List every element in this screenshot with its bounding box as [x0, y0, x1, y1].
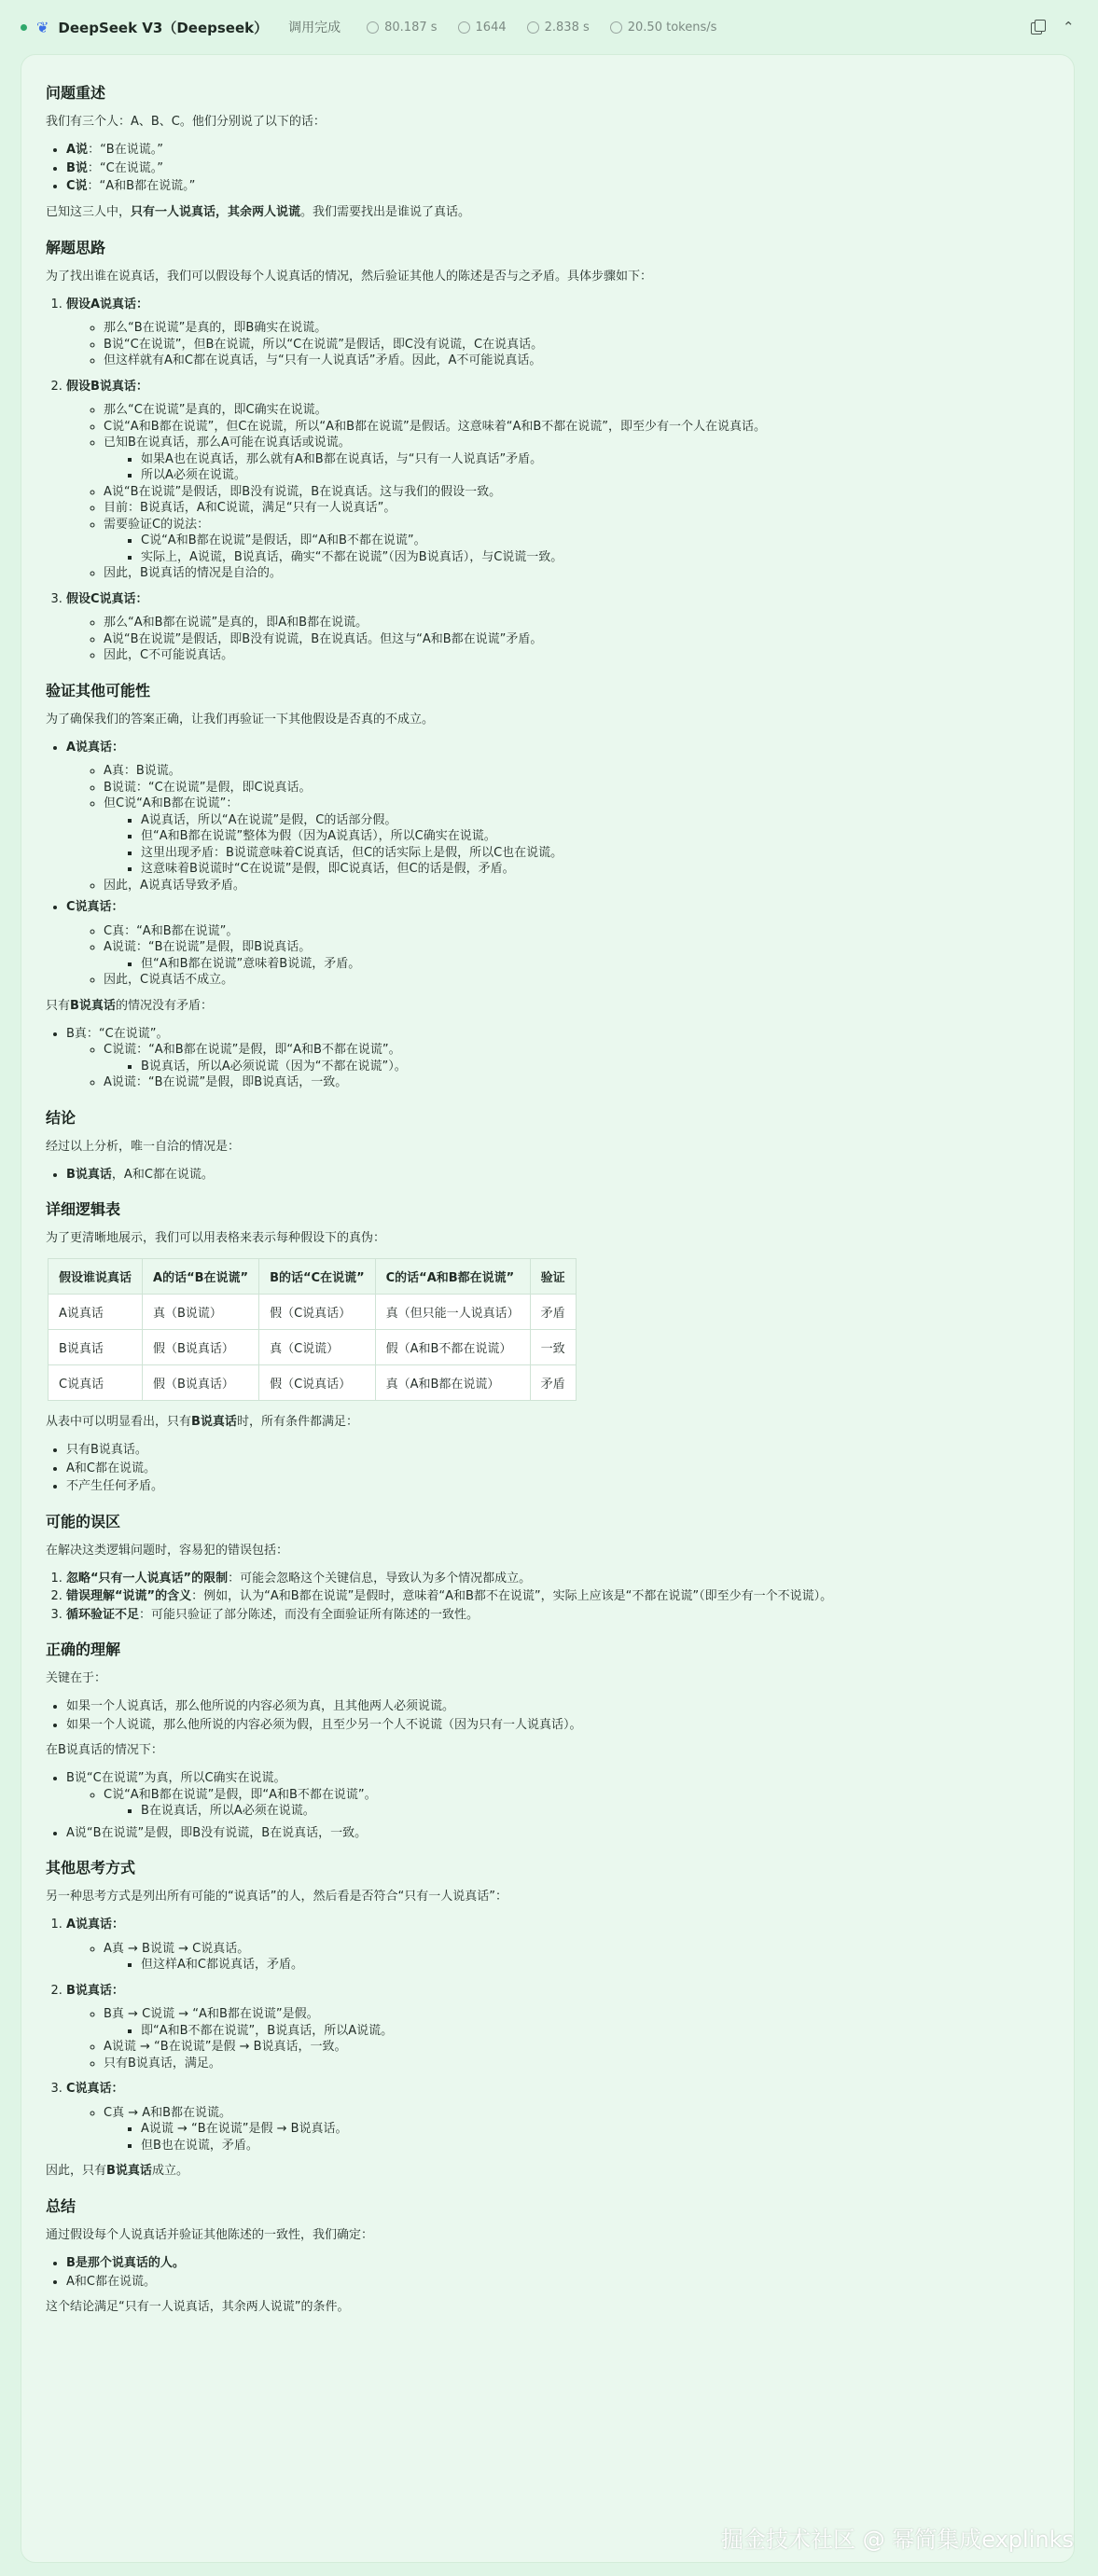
list-item	[66, 591, 1049, 664]
speaker: B说	[66, 160, 88, 175]
list-item	[66, 178, 1049, 195]
list-item: ▪ 但“A和B都在说谎”意味着B说谎，矛盾。	[141, 956, 1049, 973]
sub-list	[66, 1042, 1049, 1091]
list-item: • 不产生任何矛盾。	[66, 1478, 1049, 1495]
response-card	[21, 54, 1075, 2563]
sub-list	[66, 320, 1049, 369]
section-title: 总结	[46, 2197, 76, 2215]
text: 的情况没有矛盾：	[115, 998, 213, 1013]
text: 已知B在说真话，那么A可能在说真话或说谎。	[104, 436, 351, 450]
paragraph	[46, 1414, 1049, 1431]
list-item: ▪ 如果A也在说真话，那么就有A和B都在说真话，与“只有一人说真话”矛盾。	[141, 451, 1049, 468]
paragraph: 经过以上分析，唯一自洽的情况是：	[46, 1139, 241, 1154]
list-item	[66, 899, 1049, 989]
bold-text: 错误理解“说谎”的含义	[66, 1589, 192, 1603]
list-item: • 如果一个人说谎，那么他所说的内容必须为假，且至少另一个人不说谎（因为只有一人说真话）。	[66, 1717, 1049, 1734]
sub-list	[104, 1803, 1049, 1820]
text: ：例如，认为“A和B都在说谎”是假时，意味着“A和B都不在说谎”，实际上应该是“不都在说谎”（即至少有一个不说谎）。	[191, 1589, 833, 1603]
verify-list	[46, 740, 1049, 989]
text: C说“A和B都在说谎”是假，即“A和B不都在说谎”。	[104, 1787, 377, 1802]
deepseek-logo-icon: ❦	[36, 18, 49, 36]
sub-list	[66, 923, 1049, 989]
sub-list	[66, 1787, 1049, 1820]
token-icon	[458, 21, 470, 34]
table-row	[49, 1365, 577, 1401]
list-item: ▪ 但“A和B都在说谎”整体为假（因为A说真话），所以C确实在说谎。	[141, 828, 1049, 845]
text: 已知这三人中，	[46, 204, 132, 219]
list-item: • A说“B在说谎”是假，即B没有说谎，B在说真话，一致。	[66, 1825, 1049, 1842]
sub-list	[104, 533, 1049, 565]
hypothesis-label: 1. 假设A说真话：	[66, 297, 149, 312]
text: 需要验证C的说法：	[104, 517, 210, 532]
sub-list	[66, 763, 1049, 893]
watermark: 掘金技术社区 @ 幂简集成explinks	[721, 2527, 1074, 2553]
summary-list	[46, 2255, 1049, 2290]
section-title: 验证其他可能性	[46, 681, 151, 699]
list-item	[66, 1770, 1049, 1820]
section-summary	[46, 2195, 1049, 2316]
statement: ：“C在说谎。”	[87, 160, 163, 175]
section-alternative	[46, 1856, 1049, 2180]
section-title: 正确的理解	[46, 1641, 121, 1658]
list-item	[104, 939, 1049, 972]
case-list	[46, 1770, 1049, 1841]
bold-text: B说真话	[191, 1415, 237, 1429]
text: ：可能会忽略这个关键信息，导致认为多个情况都成立。	[228, 1571, 532, 1586]
list-item: ◦ 因此，C说真话不成立。	[104, 972, 1049, 989]
model-name: DeepSeek V3（Deepseek）	[58, 19, 269, 36]
paragraph	[46, 998, 1049, 1015]
section-title: 详细逻辑表	[46, 1200, 121, 1218]
list-item: • A和C都在说谎。	[66, 2274, 1049, 2291]
list-item: ◦ 那么“A和B都在说谎”是真的，即A和B都在说谎。	[104, 615, 1049, 631]
table-cell: A说真话	[49, 1295, 143, 1330]
first-token-metric	[527, 21, 590, 35]
sub-list	[66, 1941, 1049, 1974]
text: A说谎：“B在说谎”是假，即B说真话。	[104, 940, 312, 954]
statement: ：“B在说谎。”	[88, 143, 163, 157]
sub-list	[104, 451, 1049, 484]
list-item: ▪ 实际上，A说谎，B说真话，确实“不都在说谎”（因为B说真话），与C说谎一致。	[141, 549, 1049, 566]
text: B真 → C说谎 → “A和B都在说谎”是假。	[104, 2007, 319, 2021]
call-status: 调用完成	[288, 21, 341, 35]
section-logic-table	[46, 1198, 1049, 1495]
section-title: 结论	[46, 1108, 76, 1127]
table-cell: 假（B说真话）	[143, 1330, 259, 1365]
time-value: 80.187 s	[384, 20, 438, 35]
clock-icon	[367, 21, 379, 34]
sub-list	[104, 2023, 1049, 2040]
list-item: ◦ A说“B在说谎”是假话，即B没有说谎，B在说真话。但这与“A和B都在说谎”矛盾。	[104, 631, 1049, 648]
list-item: ▪ A说真话，所以“A在说谎”是假，C的话部分假。	[141, 812, 1049, 829]
table-cell: 真（B说谎）	[143, 1295, 259, 1330]
copy-icon[interactable]	[1031, 20, 1046, 35]
list-item	[66, 1571, 1049, 1587]
table-cell: 矛盾	[530, 1295, 576, 1330]
text: 从表中可以明显看出，只有	[46, 1415, 192, 1429]
list-item: ◦ 因此，C不可能说真话。	[104, 647, 1049, 664]
list-item	[66, 1026, 1049, 1091]
sub-list	[104, 812, 1049, 878]
list-item: ◦ A真：B说谎。	[104, 763, 1049, 780]
text: 时，所有条件都满足：	[236, 1415, 358, 1429]
case-label: A说真话：	[66, 740, 125, 755]
section-pitfalls	[46, 1510, 1049, 1624]
list-item	[66, 297, 1049, 369]
text: C说谎：“A和B都在说谎”是假，即“A和B不都在说谎”。	[104, 1043, 401, 1057]
case-label: 1. A说真话：	[66, 1918, 125, 1932]
table-cell: 矛盾	[530, 1365, 576, 1401]
bold-text: 忽略“只有一人说真话”的限制	[66, 1571, 229, 1586]
hypothesis-list	[46, 297, 1049, 664]
list-item: ◦ A说“B在说谎”是假话，即B没有说谎，B在说真话。这与我们的假设一致。	[104, 484, 1049, 501]
paragraph: 这个结论满足“只有一人说真话，其余两人说谎”的条件。	[46, 2300, 350, 2314]
list-item: ▪ 但这样A和C都说真话，矛盾。	[141, 1957, 1049, 1974]
collapse-icon[interactable]: ⌃	[1063, 19, 1075, 35]
list-item	[66, 1588, 1049, 1605]
section-title: 可能的误区	[46, 1512, 121, 1530]
bold-text: 只有一人说真话，其余两人说谎	[131, 204, 301, 219]
table-cell: 真（A和B都在说谎）	[375, 1365, 530, 1401]
column-header: 验证	[530, 1259, 576, 1295]
list-item: ▪ B说真话，所以A必须说谎（因为“不都在说谎”）。	[141, 1059, 1049, 1075]
list-item: ▪ 即“A和B不都在说谎”，B说真话，所以A说谎。	[141, 2023, 1049, 2040]
paragraph: 为了找出谁在说真话，我们可以假设每个人说真话的情况，然后验证其他人的陈述是否与之矛盾。具体步骤如下：	[46, 269, 653, 284]
list-item: ◦ A说谎：“B在说谎”是假，即B说真话，一致。	[104, 1074, 1049, 1091]
hypothesis-label: 3. 假设C说真话：	[66, 591, 148, 606]
list-item	[66, 1917, 1049, 1974]
logic-table	[48, 1258, 577, 1401]
table-cell: 真（C说谎）	[259, 1330, 376, 1365]
section-verify	[46, 679, 1049, 1091]
column-header: B的话“C在说谎”	[259, 1259, 376, 1295]
paragraph: 我们有三个人：A、B、C。他们分别说了以下的话：	[46, 115, 326, 129]
paragraph	[46, 204, 1049, 221]
list-item: • A和C都在说谎。	[66, 1461, 1049, 1477]
text: B说“C在说谎”为真，所以C确实在说谎。	[66, 1771, 286, 1785]
case-label: 3. C说真话：	[66, 2082, 124, 2096]
hourglass-icon	[527, 21, 539, 34]
first-token-value: 2.838 s	[544, 20, 590, 35]
list-item	[66, 160, 1049, 177]
list-item: ◦ 因此，B说真话的情况是自洽的。	[104, 565, 1049, 582]
list-item	[104, 1941, 1049, 1974]
list-item: ◦ A说谎 → “B在说谎”是假 → B说真话，一致。	[104, 2039, 1049, 2056]
case-label: 2. B说真话：	[66, 1983, 124, 1998]
statement: ：“A和B都在说谎。”	[87, 179, 196, 193]
sub-list	[104, 1059, 1049, 1075]
paragraph: 另一种思考方式是列出所有可能的“说真话”的人，然后看是否符合“只有一人说真话”：	[46, 1890, 507, 1904]
list-item: ▪ 这里出现矛盾：B说谎意味着C说真话，但C的话实际上是假，所以C也在说谎。	[141, 845, 1049, 862]
conclusion-list	[46, 1167, 1049, 1184]
column-header: C的话“A和B都在说谎”	[375, 1259, 530, 1295]
section-understanding	[46, 1638, 1049, 1841]
table-row	[49, 1330, 577, 1365]
message-header	[0, 0, 1098, 54]
table-header-row	[49, 1259, 577, 1295]
token-metric	[458, 21, 507, 35]
table-row	[49, 1295, 577, 1330]
text: 因此，只有	[46, 2164, 107, 2178]
list-item: ▪ 这意味着B说谎时“C在说谎”是假，即C说真话，但C的话是假，矛盾。	[141, 861, 1049, 878]
sub-list	[66, 2105, 1049, 2154]
pitfall-list	[46, 1571, 1049, 1624]
list-item	[66, 379, 1049, 582]
section-conclusion	[46, 1106, 1049, 1184]
bold-text: B是那个说真话的人。	[66, 2256, 185, 2270]
list-item	[104, 435, 1049, 484]
list-item: ▪ A说谎 → “B在说谎”是假 → B说真话。	[141, 2121, 1049, 2138]
alternative-list	[46, 1917, 1049, 2154]
list-item: ▪ 但B也在说谎，矛盾。	[141, 2138, 1049, 2154]
text: A真 → B说谎 → C说真话。	[104, 1941, 250, 1956]
consistent-list	[46, 1026, 1049, 1091]
section-title: 其他思考方式	[46, 1859, 136, 1877]
table-cell: 真（但只能一人说真话）	[375, 1295, 530, 1330]
bold-text: B说真话	[66, 1167, 112, 1182]
paragraph: 通过假设每个人说真话并验证其他陈述的一致性，我们确定：	[46, 2228, 374, 2242]
speed-icon	[610, 21, 622, 34]
list-item	[104, 1042, 1049, 1074]
text: 。我们需要找出是谁说了真话。	[300, 204, 471, 219]
list-item: ◦ 那么“B在说谎”是真的，即B确实在说谎。	[104, 320, 1049, 337]
list-item	[66, 2255, 1049, 2272]
list-item: ◦ 但这样就有A和C都在说真话，与“只有一人说真话”矛盾。因此，A不可能说真话。	[104, 353, 1049, 369]
speed-metric	[610, 21, 717, 35]
text: 但C说“A和B都在说谎”：	[104, 796, 239, 810]
list-item	[66, 1167, 1049, 1184]
sub-list	[66, 2006, 1049, 2071]
speaker: A说	[66, 143, 89, 157]
list-item: • 如果一个人说真话，那么他所说的内容必须为真，且其他两人必须说谎。	[66, 1698, 1049, 1715]
text: 成立。	[151, 2164, 188, 2178]
list-item	[104, 2105, 1049, 2154]
section-title: 解题思路	[46, 238, 106, 256]
list-item: ◦ C说“A和B都在说谎”，但C在说谎，所以“A和B都在说谎”是假话。这意味着“A和B不都在说谎”，即至少有一个人在说真话。	[104, 419, 1049, 436]
table-cell: B说真话	[49, 1330, 143, 1365]
list-item: ◦ 目前：B说真话，A和C说谎，满足“只有一人说真话”。	[104, 500, 1049, 517]
paragraph: 为了更清晰地展示，我们可以用表格来表示每种假设下的真伪：	[46, 1231, 386, 1245]
table-cell: 一致	[530, 1330, 576, 1365]
table-cell: 假（C说真话）	[259, 1295, 376, 1330]
sub-list	[104, 1957, 1049, 1974]
column-header: 假设谁说真话	[49, 1259, 143, 1295]
bold-text: 循环验证不足	[66, 1607, 140, 1622]
bold-text: B说真话	[70, 998, 116, 1013]
hypothesis-label: 2. 假设B说真话：	[66, 379, 148, 394]
list-item: ◦ 因此，A说真话导致矛盾。	[104, 878, 1049, 894]
paragraph: 关键在于：	[46, 1671, 107, 1685]
statements-list	[46, 142, 1049, 195]
text: 只有	[46, 998, 71, 1013]
table-cell: C说真话	[49, 1365, 143, 1401]
list-item	[66, 740, 1049, 894]
table-cell: 假（A和B不都在说谎）	[375, 1330, 530, 1365]
bold-text: B说真话	[106, 2164, 152, 2178]
sub-list	[104, 2121, 1049, 2154]
sub-list	[104, 956, 1049, 973]
text: C真 → A和B都在说谎。	[104, 2105, 232, 2120]
table-cell: 假（C说真话）	[259, 1365, 376, 1401]
list-item	[66, 1607, 1049, 1624]
section-problem	[46, 81, 1049, 221]
text: ，A和C都在说谎。	[111, 1167, 214, 1182]
text: ：可能只验证了部分陈述，而没有全面验证所有陈述的一致性。	[139, 1607, 480, 1622]
list-item	[104, 796, 1049, 878]
list-item: ▪ C说“A和B都在说谎”是假话，即“A和B不都在说谎”。	[141, 533, 1049, 549]
list-item: ◦ 那么“C在说谎”是真的，即C确实在说谎。	[104, 402, 1049, 419]
token-value: 1644	[475, 20, 507, 35]
list-item	[104, 1787, 1049, 1820]
speaker: C说	[66, 179, 88, 193]
list-item	[104, 2006, 1049, 2039]
section-title: 问题重述	[46, 84, 106, 102]
paragraph: 为了确保我们的答案正确，让我们再验证一下其他假设是否真的不成立。	[46, 712, 435, 727]
text: B真：“C在说谎”。	[66, 1026, 169, 1041]
table-cell: 假（B说真话）	[143, 1365, 259, 1401]
list-item: ◦ 只有B说真话，满足。	[104, 2056, 1049, 2072]
list-item: ▪ 所以A必须在说谎。	[141, 467, 1049, 484]
time-metric	[367, 21, 437, 35]
list-item	[104, 517, 1049, 566]
list-item: ▪ B在说真话，所以A必须在说谎。	[141, 1803, 1049, 1820]
sub-list	[66, 402, 1049, 582]
paragraph: 在解决这类逻辑问题时，容易犯的错误包括：	[46, 1543, 289, 1558]
list-item: ◦ C真：“A和B都在说谎”。	[104, 923, 1049, 940]
paragraph	[46, 2163, 1049, 2180]
speed-value: 20.50 tokens/s	[627, 20, 717, 35]
summary-list	[46, 1442, 1049, 1495]
status-dot	[21, 24, 27, 31]
case-label: C说真话：	[66, 900, 124, 914]
sub-list	[66, 615, 1049, 664]
key-list	[46, 1698, 1049, 1733]
paragraph: 在B说真话的情况下：	[46, 1743, 163, 1757]
list-item	[66, 142, 1049, 159]
list-item: • 只有B说真话。	[66, 1442, 1049, 1459]
list-item	[66, 2081, 1049, 2154]
section-approach	[46, 236, 1049, 664]
list-item	[66, 1983, 1049, 2072]
list-item: ◦ B说谎：“C在说谎”是假，即C说真话。	[104, 780, 1049, 796]
list-item: ◦ B说“C在说谎”，但B在说谎，所以“C在说谎”是假话，即C没有说谎，C在说真话。	[104, 337, 1049, 353]
column-header: A的话“B在说谎”	[143, 1259, 259, 1295]
